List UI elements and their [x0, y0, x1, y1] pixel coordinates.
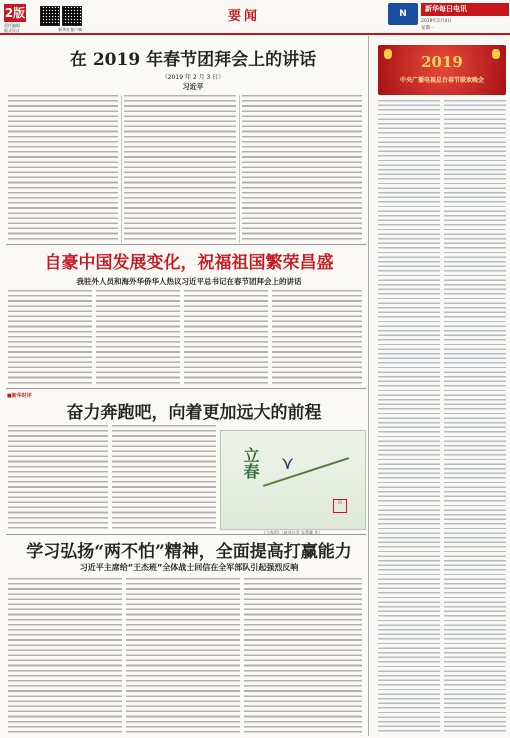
article-body-column: [184, 290, 268, 384]
brand-name: 新华每日电讯: [421, 3, 509, 16]
issue-weekday: 星期一: [421, 26, 435, 31]
spirit-headline: 学习弘扬“两不怕”精神，全面提高打赢能力: [26, 542, 352, 562]
qr-caption: 新华社客户端: [58, 27, 82, 32]
edition-meta: 责任编辑 版式设计: [4, 23, 20, 33]
column-divider: [239, 95, 240, 243]
article-body-column: [272, 290, 362, 384]
article-body-column: [96, 290, 180, 384]
right-column-divider: [368, 36, 369, 736]
illustration-caption: 《立春图》（新华社发 朱慧卿 作）: [261, 530, 323, 535]
article-body-column: [8, 290, 92, 384]
section-divider: [6, 244, 366, 245]
speech-title: 在 2019 年春节团拜会上的讲话: [69, 50, 317, 70]
article-body-column: [124, 95, 236, 243]
spring-illustration: [220, 430, 366, 530]
column-divider: [121, 95, 122, 243]
gala-banner: [378, 45, 506, 95]
article-body-column: [244, 578, 362, 734]
article-body-column: [8, 95, 118, 243]
development-headline: 自豪中国发展变化，祝福祖国繁荣昌盛: [44, 253, 334, 273]
article-body-column: [8, 578, 122, 734]
brand-logo: N: [388, 3, 418, 25]
speech-date: （2019 年 2 月 3 日）: [161, 74, 225, 81]
section-divider: [6, 388, 366, 389]
article-body-column: [126, 578, 240, 734]
gala-program-list: [444, 100, 506, 732]
development-subhead: 我驻外人员和海外华侨华人热议习近平总书记在春节团拜会上的讲话: [76, 277, 302, 286]
article-body-column: [112, 425, 216, 531]
article-body-column: [8, 425, 108, 531]
article-body-column: [242, 95, 362, 243]
gala-program-list: [378, 100, 440, 732]
qr-code-icon: [62, 6, 82, 26]
illustration-title: 立春: [241, 447, 260, 479]
artist-seal-icon: 印: [333, 499, 347, 513]
commentary-headline: 奋力奔跑吧，向着更加远大的前程: [66, 403, 322, 423]
section-divider: [6, 534, 366, 535]
willow-branch: [263, 457, 349, 486]
speech-author: 习近平: [182, 83, 204, 91]
commentary-tag: ■新华时评: [7, 393, 32, 399]
gala-year: 2019: [421, 53, 463, 71]
header-rule: [0, 33, 510, 35]
issue-date: 2019年2月4日: [421, 19, 452, 24]
qr-code-icon: [40, 6, 60, 26]
page-number-badge: 2版: [4, 6, 26, 20]
section-title: 要闻: [228, 9, 261, 24]
page-header: [0, 0, 510, 36]
spirit-subhead: 习近平主席给“王杰班”全体战士回信在全军部队引起强烈反响: [79, 563, 299, 572]
swallow-icon: ⋎: [281, 453, 295, 474]
gala-name: 中央广播电视总台春节联欢晚会: [399, 77, 484, 84]
